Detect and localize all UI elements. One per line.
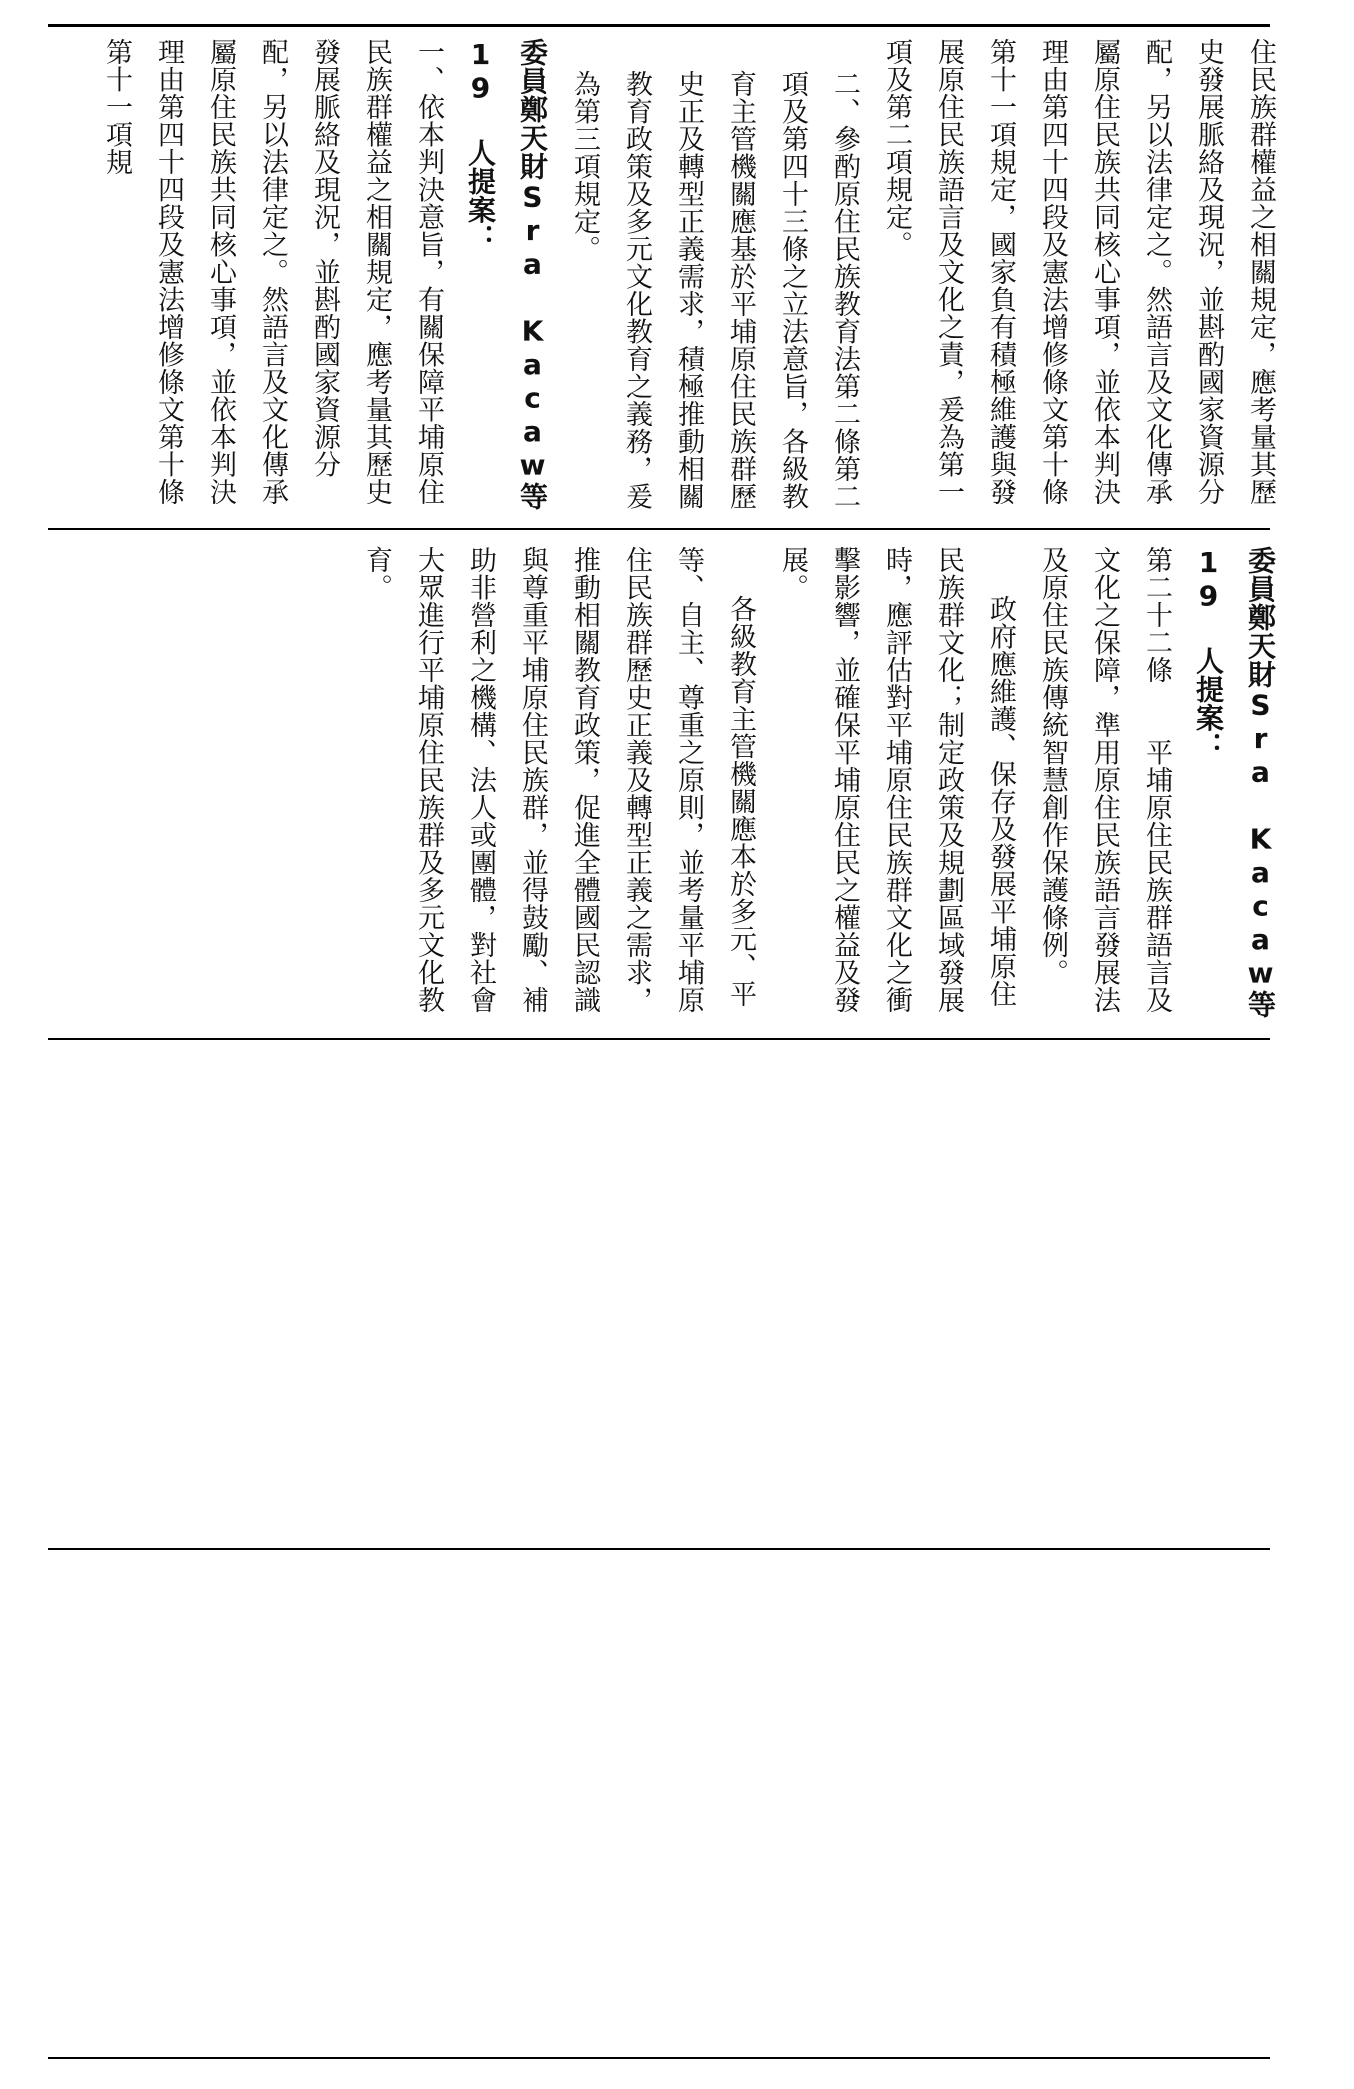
article-22 [1026,546,1182,1026]
article-paragraph-3: 各級教育主管機關應本於多元、平等、自主、尊重之原則，並考量平埔原住民族群歷史正義及轉型正義之需求，推動相關教育政策，促進全體國民認識與尊重平埔原住民族群，並得鼓勵、補助非營利之機構、法人或團體，對社會大眾進行平埔原住民族群及多元文化教育。 [361,546,756,1014]
second-proposal-paragraph-1: 一、依本判決意旨，有關保障平埔原住民族群權益之相關規定，應考量其歷史發展脈絡及現況，並斟酌國家資源分配，另以法律定之。然語言及文化傳承屬原住民族共同核心事項，並依本判決理由第四十四段及憲法增修條文第十條第十一項規 [101,38,444,506]
proposal-cell [106,546,1286,1026]
second-proposal-title: 委員鄭天財Sra Kacaw等 19 人提案： [464,38,549,511]
article-paragraph-2: 政府應維護、保存及發展平埔原住民族群文化；制定政策及規劃區域發展時，應評估對平埔原住民族群文化之衝擊影響，並確保平埔原住民之權益及發展。 [777,546,1016,1014]
explanation-paragraph-2: 二、參酌原住民族教育法第二條第二項及第四十三條之立法意旨，各級教育主管機關應基於平埔原住民族群歷史正及轉型正義需求，積極推動相關教育政策及多元文化教育之義務，爰為第三項規定。 [569,70,860,511]
explanation-paragraph-1: 住民族群權益之相關規定，應考量其歷史發展脈絡及現況，並斟酌國家資源分配，另以法律定之。然語言及文化傳承屬原住民族共同核心事項，並依本判決理由第四十四段及憲法增修條文第十條第十一項規定，國家負有積極維護與發展原住民族語言及文化之責，爰為第一項及第二項規定。 [881,38,1276,506]
table-bottom-border [48,2057,1270,2059]
row-divider-1 [48,528,1270,530]
article-text: 平埔原住民族群語言及文化之保障，準用原住民族語言發展法及原住民族傳統智慧創作保護條例。 [1037,546,1172,1014]
empty-cell-1 [48,1040,1270,1546]
proposal-title: 委員鄭天財Sra Kacaw等 19 人提案： [1192,546,1277,1019]
table-top-border [48,24,1270,27]
empty-cell-2 [48,1550,1270,2055]
article-label: 第二十二條 [1141,546,1172,684]
explanation-cell [101,38,1286,516]
